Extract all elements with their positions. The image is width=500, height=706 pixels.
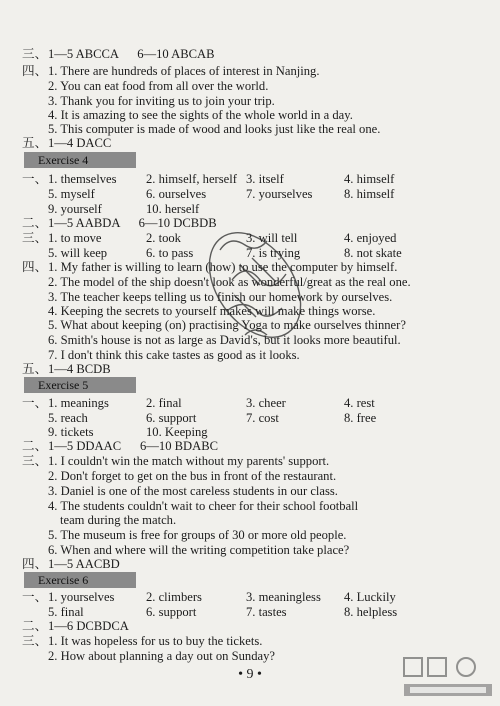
answer-cell: 2. himself, herself: [146, 172, 237, 186]
answer-cell: 2. took: [146, 231, 181, 245]
answer-cell: 5. myself: [48, 187, 95, 201]
section-3-item: 2. How about planning a day out on Sunday?: [48, 649, 276, 663]
section-3-item: 4. The students couldn't wait to cheer for their school football: [48, 499, 359, 513]
section-3-item: 6. When and where will the writing competition take place?: [48, 543, 350, 557]
section-4-item: 2. You can eat food from all over the world.: [48, 79, 269, 93]
answer-cell: 5. reach: [48, 411, 88, 425]
answer-cell: 1. yourselves: [48, 590, 115, 604]
answer-cell: 3. itself: [246, 172, 284, 186]
section-4-answers: 四、1—5 AACBD: [22, 557, 120, 571]
section-4-item: 6. Smith's house is not as large as David's, but it looks more beautiful.: [48, 333, 401, 347]
section-3-item: 三、1. I couldn't win the match without my parents' support.: [22, 454, 330, 468]
section-3-item: 5. The museum is free for groups of 30 or more old people.: [48, 528, 347, 542]
section-3-item: 2. Don't forget to get on the bus in front of the restaurant.: [48, 469, 337, 483]
section-1-marker: 一、: [22, 172, 48, 186]
section-4-item: 3. Thank you for inviting us to join your trip.: [48, 94, 275, 108]
answer-cell: 4. Luckily: [344, 590, 396, 604]
answer-cell: 6. to pass: [146, 246, 194, 260]
answer-cell: 8. free: [344, 411, 377, 425]
answer-cell: 7. yourselves: [246, 187, 313, 201]
answer-cell: 8. not skate: [344, 246, 402, 260]
section-4-item: 7. I don't think this cake tastes as good as it looks.: [48, 348, 300, 362]
answer-cell: 4. rest: [344, 396, 375, 410]
section-5-answers: 五、1—4 BCDB: [22, 362, 111, 376]
answer-cell: 5. final: [48, 605, 84, 619]
section-2-answers: 二、1—6 DCBDCA: [22, 619, 129, 633]
answer-cell: 10. herself: [146, 202, 200, 216]
section-5-answers: 五、1—4 DACC: [22, 136, 112, 150]
answer-cell: 3. cheer: [246, 396, 286, 410]
section-4-item: 4. Keeping the secrets to yourself makes will make things worse.: [48, 304, 376, 318]
answer-cell: 7. cost: [246, 411, 279, 425]
answer-cell: 1. to move: [48, 231, 102, 245]
section-4-item: 四、1. There are hundreds of places of interest in Nanjing.: [22, 64, 320, 78]
corner-logo-icon: [400, 652, 496, 702]
answer-cell: 7. tastes: [246, 605, 287, 619]
exercise-6-banner: Exercise 6: [24, 572, 136, 588]
answer-cell: 2. final: [146, 396, 182, 410]
answer-cell: 10. Keeping: [146, 425, 208, 439]
exercise-4-banner: Exercise 4: [24, 152, 136, 168]
section-3-answers: 三、1—5 ABCCA 6—10 ABCAB: [22, 47, 215, 61]
section-3-item: team during the match.: [60, 513, 177, 527]
answer-cell: 6. support: [146, 605, 197, 619]
section-1-marker: 一、: [22, 396, 48, 410]
section-2-answers: 二、1—5 AABDA 6—10 DCBDB: [22, 216, 217, 230]
section-1-marker: 一、: [22, 590, 48, 604]
answer-cell: 8. helpless: [344, 605, 398, 619]
answer-cell: 9. yourself: [48, 202, 102, 216]
section-3-item: 三、1. It was hopeless for us to buy the tickets.: [22, 634, 263, 648]
section-4-item: 3. The teacher keeps telling us to finish our homework by ourselves.: [48, 290, 393, 304]
answer-cell: 4. enjoyed: [344, 231, 397, 245]
page-number: • 9 •: [238, 667, 262, 682]
answer-cell: 3. will tell: [246, 231, 298, 245]
answer-cell: 6. ourselves: [146, 187, 207, 201]
answer-cell: 8. himself: [344, 187, 395, 201]
section-4-item: 四、1. My father is willing to learn (how) to use the computer by himself.: [22, 260, 398, 274]
answer-cell: 2. climbers: [146, 590, 202, 604]
section-3-marker: 三、: [22, 231, 48, 245]
answer-cell: 9. tickets: [48, 425, 94, 439]
section-2-answers: 二、1—5 DDAAC 6—10 BDABC: [22, 439, 219, 453]
section-4-item: 4. It is amazing to see the sights of the whole world in a day.: [48, 108, 353, 122]
answer-cell: 6. support: [146, 411, 197, 425]
answer-cell: 5. will keep: [48, 246, 108, 260]
section-3-item: 3. Daniel is one of the most careless students in our class.: [48, 484, 338, 498]
answer-cell: 1. themselves: [48, 172, 117, 186]
answer-cell: 3. meaningless: [246, 590, 321, 604]
section-4-item: 5. This computer is made of wood and looks just like the real one.: [48, 122, 381, 136]
exercise-5-banner: Exercise 5: [24, 377, 136, 393]
answer-cell: 7. is trying: [246, 246, 301, 260]
answer-cell: 4. himself: [344, 172, 395, 186]
section-4-item: 2. The model of the ship doesn't look as wonderful/great as the real one.: [48, 275, 411, 289]
answer-cell: 1. meanings: [48, 396, 109, 410]
section-4-item: 5. What about keeping (on) practising Yoga to make ourselves thinner?: [48, 318, 406, 332]
